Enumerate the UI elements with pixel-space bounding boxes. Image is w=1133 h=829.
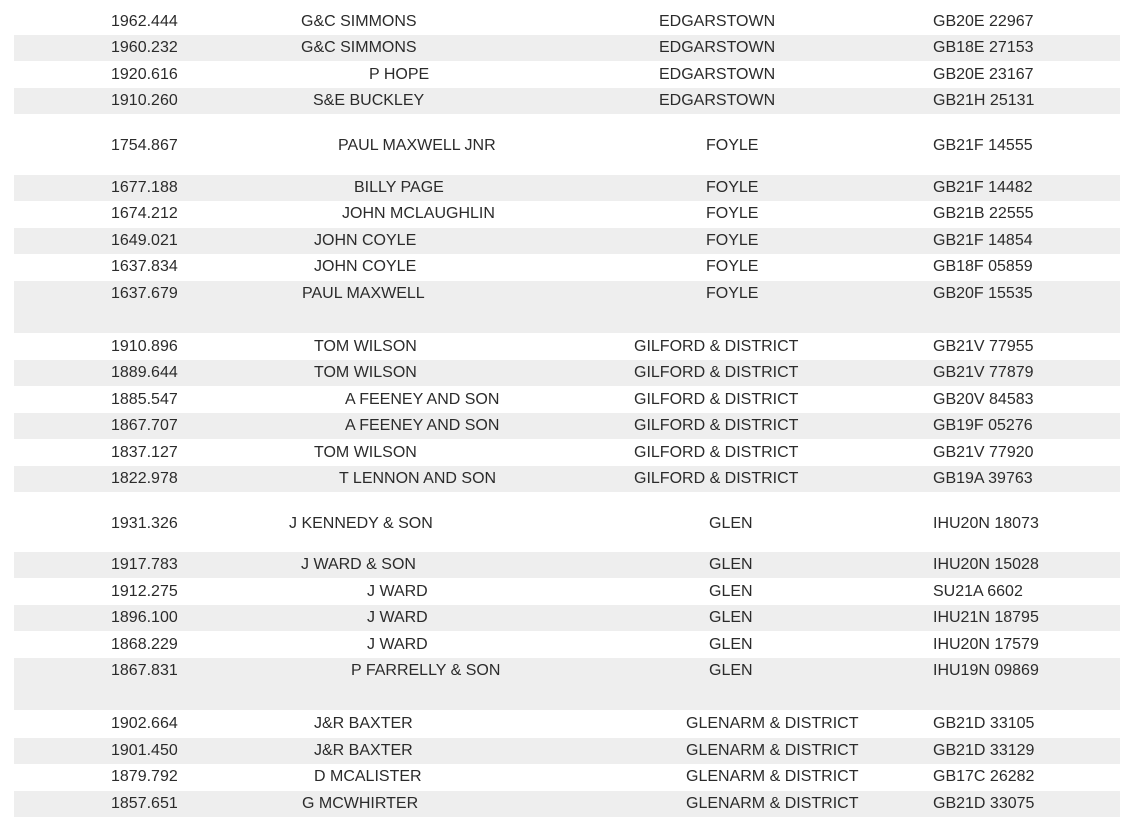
club-cell: FOYLE bbox=[706, 205, 759, 222]
velocity-cell: 1920.616 bbox=[111, 66, 178, 83]
table-row bbox=[14, 711, 1120, 737]
velocity-cell: 1917.783 bbox=[111, 556, 178, 573]
velocity-cell: 1889.644 bbox=[111, 364, 178, 381]
ring-number-cell: GB21B 22555 bbox=[933, 205, 1034, 222]
ring-number-cell: GB20E 23167 bbox=[933, 66, 1034, 83]
fancier-cell: JOHN COYLE bbox=[314, 258, 417, 275]
fancier-cell: J WARD & SON bbox=[301, 556, 416, 573]
club-cell: GLEN bbox=[709, 583, 753, 600]
velocity-cell: 1910.896 bbox=[111, 338, 178, 355]
ring-number-cell: GB21F 14482 bbox=[933, 179, 1033, 196]
ring-number-cell: GB21V 77920 bbox=[933, 444, 1034, 461]
table-row bbox=[14, 254, 1120, 280]
velocity-cell: 1837.127 bbox=[111, 444, 178, 461]
table-row bbox=[14, 62, 1120, 88]
fancier-cell: G MCWHIRTER bbox=[302, 795, 419, 812]
club-cell: EDGARSTOWN bbox=[659, 66, 776, 83]
table-row bbox=[14, 281, 1120, 333]
fancier-cell: JOHN COYLE bbox=[314, 232, 417, 249]
club-cell: GLENARM & DISTRICT bbox=[686, 742, 859, 759]
velocity-cell: 1867.707 bbox=[111, 417, 178, 434]
velocity-cell: 1867.831 bbox=[111, 662, 178, 679]
table-row bbox=[14, 387, 1120, 413]
club-cell: GILFORD & DISTRICT bbox=[634, 364, 799, 381]
fancier-cell: S&E BUCKLEY bbox=[313, 92, 425, 109]
fancier-cell: P FARRELLY & SON bbox=[351, 662, 501, 679]
ring-number-cell: IHU20N 18073 bbox=[933, 515, 1039, 532]
club-cell: EDGARSTOWN bbox=[659, 13, 776, 30]
ring-number-cell: IHU21N 18795 bbox=[933, 609, 1039, 626]
velocity-cell: 1912.275 bbox=[111, 583, 178, 600]
club-cell: FOYLE bbox=[706, 179, 759, 196]
ring-number-cell: GB21H 25131 bbox=[933, 92, 1035, 109]
velocity-cell: 1677.188 bbox=[111, 179, 178, 196]
club-cell: GILFORD & DISTRICT bbox=[634, 470, 799, 487]
table-row bbox=[14, 9, 1120, 35]
club-cell: GLENARM & DISTRICT bbox=[686, 715, 859, 732]
ring-number-cell: GB18F 05859 bbox=[933, 258, 1033, 275]
table-row bbox=[14, 124, 1120, 168]
club-cell: GLEN bbox=[709, 662, 753, 679]
club-cell: GLENARM & DISTRICT bbox=[686, 795, 859, 812]
table-row bbox=[14, 201, 1120, 227]
velocity-cell: 1754.867 bbox=[111, 137, 178, 154]
club-cell: FOYLE bbox=[706, 285, 759, 302]
table-row bbox=[14, 334, 1120, 360]
velocity-cell: 1896.100 bbox=[111, 609, 178, 626]
velocity-cell: 1868.229 bbox=[111, 636, 178, 653]
fancier-cell: PAUL MAXWELL JNR bbox=[338, 137, 496, 154]
fancier-cell: T LENNON AND SON bbox=[339, 470, 497, 487]
table-row bbox=[14, 579, 1120, 605]
velocity-cell: 1960.232 bbox=[111, 39, 178, 56]
fancier-cell: JOHN MCLAUGHLIN bbox=[342, 205, 495, 222]
velocity-cell: 1857.651 bbox=[111, 795, 178, 812]
velocity-cell: 1637.834 bbox=[111, 258, 178, 275]
club-cell: GILFORD & DISTRICT bbox=[634, 417, 799, 434]
club-cell: FOYLE bbox=[706, 137, 759, 154]
fancier-cell: G&C SIMMONS bbox=[301, 13, 417, 30]
table-row bbox=[14, 658, 1120, 710]
fancier-cell: J&R BAXTER bbox=[314, 715, 413, 732]
club-cell: FOYLE bbox=[706, 232, 759, 249]
velocity-cell: 1822.978 bbox=[111, 470, 178, 487]
fancier-cell: J WARD bbox=[367, 583, 428, 600]
velocity-cell: 1637.679 bbox=[111, 285, 178, 302]
fancier-cell: D MCALISTER bbox=[314, 768, 422, 785]
club-cell: GLENARM & DISTRICT bbox=[686, 768, 859, 785]
fancier-cell: A FEENEY AND SON bbox=[345, 391, 500, 408]
ring-number-cell: IHU20N 15028 bbox=[933, 556, 1039, 573]
ring-number-cell: IHU20N 17579 bbox=[933, 636, 1039, 653]
table-row bbox=[14, 466, 1120, 492]
table-row bbox=[14, 175, 1120, 201]
ring-number-cell: GB18E 27153 bbox=[933, 39, 1034, 56]
ring-number-cell: GB21V 77955 bbox=[933, 338, 1034, 355]
ring-number-cell: GB17C 26282 bbox=[933, 768, 1035, 785]
fancier-cell: BILLY PAGE bbox=[354, 179, 444, 196]
ring-number-cell: SU21A 6602 bbox=[933, 583, 1023, 600]
ring-number-cell: GB21D 33105 bbox=[933, 715, 1035, 732]
fancier-cell: J WARD bbox=[367, 636, 428, 653]
fancier-cell: J&R BAXTER bbox=[314, 742, 413, 759]
ring-number-cell: GB21D 33129 bbox=[933, 742, 1035, 759]
club-cell: GLEN bbox=[709, 515, 753, 532]
table-row bbox=[14, 440, 1120, 466]
velocity-cell: 1674.212 bbox=[111, 205, 178, 222]
ring-number-cell: IHU19N 09869 bbox=[933, 662, 1039, 679]
fancier-cell: TOM WILSON bbox=[314, 444, 417, 461]
club-cell: EDGARSTOWN bbox=[659, 39, 776, 56]
fancier-cell: A FEENEY AND SON bbox=[345, 417, 500, 434]
ring-number-cell: GB19A 39763 bbox=[933, 470, 1033, 487]
club-cell: EDGARSTOWN bbox=[659, 92, 776, 109]
velocity-cell: 1901.450 bbox=[111, 742, 178, 759]
ring-number-cell: GB21V 77879 bbox=[933, 364, 1034, 381]
ring-number-cell: GB20E 22967 bbox=[933, 13, 1034, 30]
fancier-cell: J WARD bbox=[367, 609, 428, 626]
ring-number-cell: GB20F 15535 bbox=[933, 285, 1033, 302]
table-row bbox=[14, 35, 1120, 61]
velocity-cell: 1649.021 bbox=[111, 232, 178, 249]
club-cell: GILFORD & DISTRICT bbox=[634, 338, 799, 355]
club-cell: GLEN bbox=[709, 609, 753, 626]
fancier-cell: TOM WILSON bbox=[314, 338, 417, 355]
table-row bbox=[14, 360, 1120, 386]
fancier-cell: TOM WILSON bbox=[314, 364, 417, 381]
table-row bbox=[14, 502, 1120, 542]
velocity-cell: 1902.664 bbox=[111, 715, 178, 732]
table-row bbox=[14, 552, 1120, 578]
ring-number-cell: GB21F 14555 bbox=[933, 137, 1033, 154]
ring-number-cell: GB21F 14854 bbox=[933, 232, 1033, 249]
fancier-cell: G&C SIMMONS bbox=[301, 39, 417, 56]
velocity-cell: 1931.326 bbox=[111, 515, 178, 532]
club-cell: GILFORD & DISTRICT bbox=[634, 444, 799, 461]
club-cell: FOYLE bbox=[706, 258, 759, 275]
velocity-cell: 1879.792 bbox=[111, 768, 178, 785]
table-row bbox=[14, 88, 1120, 114]
table-row bbox=[14, 228, 1120, 254]
club-cell: GILFORD & DISTRICT bbox=[634, 391, 799, 408]
table-row bbox=[14, 791, 1120, 817]
velocity-cell: 1910.260 bbox=[111, 92, 178, 109]
table-row bbox=[14, 738, 1120, 764]
club-cell: GLEN bbox=[709, 556, 753, 573]
ring-number-cell: GB20V 84583 bbox=[933, 391, 1034, 408]
velocity-cell: 1962.444 bbox=[111, 13, 178, 30]
fancier-cell: PAUL MAXWELL bbox=[302, 285, 425, 302]
fancier-cell: J KENNEDY & SON bbox=[289, 515, 433, 532]
table-row bbox=[14, 605, 1120, 631]
velocity-cell: 1885.547 bbox=[111, 391, 178, 408]
fancier-cell: P HOPE bbox=[369, 66, 430, 83]
table-row bbox=[14, 764, 1120, 790]
club-cell: GLEN bbox=[709, 636, 753, 653]
ring-number-cell: GB21D 33075 bbox=[933, 795, 1035, 812]
table-row bbox=[14, 413, 1120, 439]
ring-number-cell: GB19F 05276 bbox=[933, 417, 1033, 434]
table-row bbox=[14, 632, 1120, 658]
